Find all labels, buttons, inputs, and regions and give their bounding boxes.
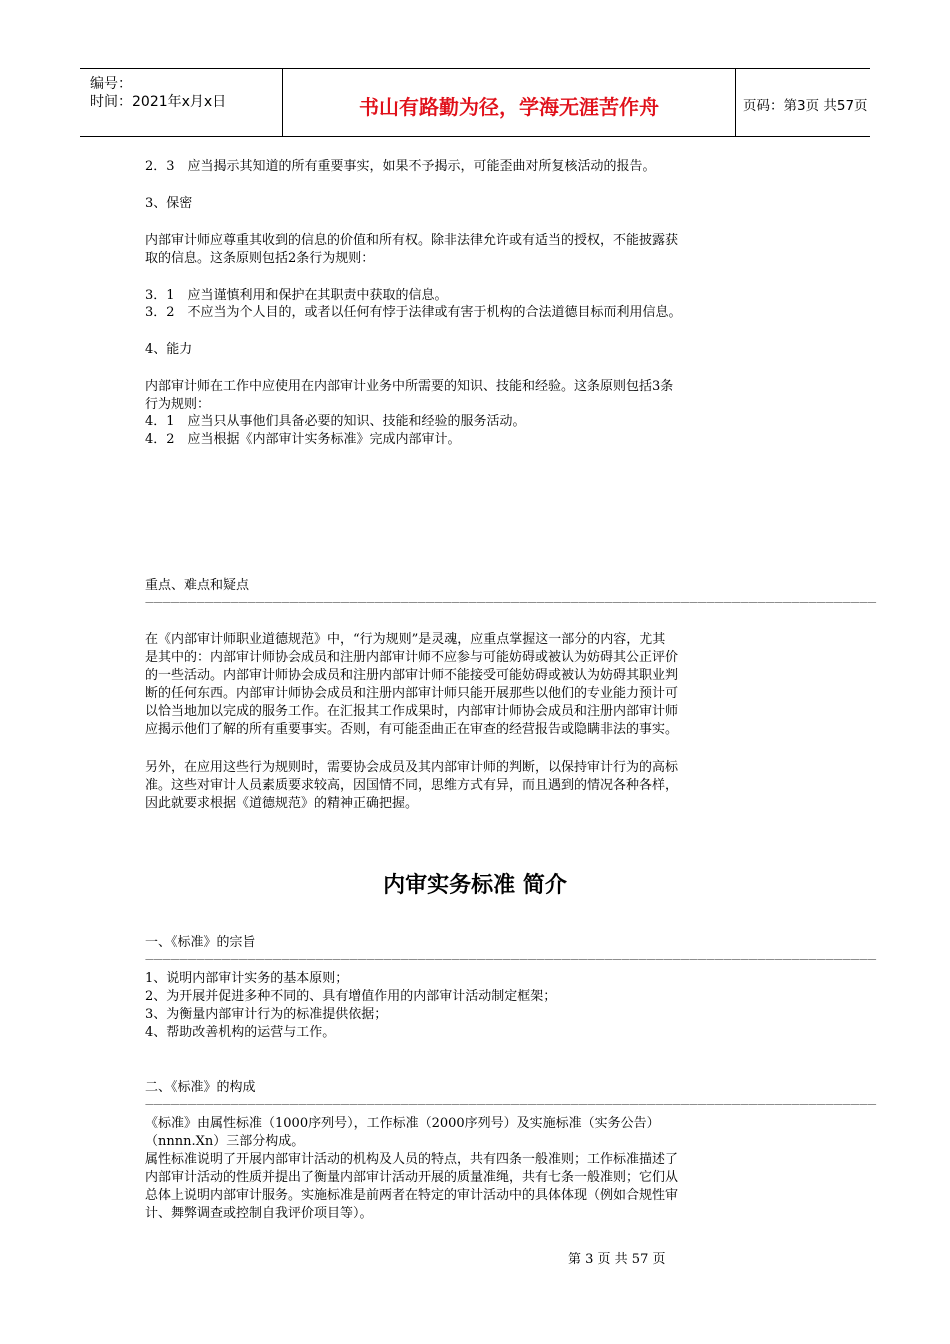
page-info-label: 页码：第3页 共57页 <box>743 98 868 114</box>
page-header <box>80 68 870 137</box>
structure-line-2: （nnnn.Xn）三部分构成。 <box>145 1134 305 1149</box>
document-date-label: 时间：2021年x月x日 <box>90 94 227 110</box>
header-page-cell <box>735 69 870 136</box>
rule-2-3: 2．3 应当揭示其知道的所有重要事实，如果不予揭示，可能歪曲对所复核活动的报告。 <box>145 159 656 174</box>
page-footer: 第 3 页 共 57 页 <box>568 1252 666 1267</box>
rule-4-2: 4．2 应当根据《内部审计实务标准》完成内部审计。 <box>145 432 461 447</box>
competence-para-line1: 内部审计师在工作中应使用在内部审计业务中所需要的知识、技能和经验。这条原则包括3条 <box>145 379 674 394</box>
purpose-divider: —————————————————————————————————————————————————————————————————————————————————————— <box>145 955 876 965</box>
key-points-para1-line4: 断的任何东西。内部审计师协会成员和注册内部审计师只能开展那些以他们的专业能力预计可 <box>145 686 679 701</box>
structure-line-5: 总体上说明内部审计服务。实施标准是前两者在特定的审计活动中的具体体现（例如合规性审 <box>145 1188 679 1203</box>
competence-para-line2: 行为规则： <box>145 397 211 412</box>
purpose-item-1: 1、说明内部审计实务的基本原则； <box>145 971 349 986</box>
rule-4-1: 4．1 应当只从事他们具备必要的知识、技能和经验的服务活动。 <box>145 414 526 429</box>
key-points-para1-line3: 的一些活动。内部审计师协会成员和注册内部审计师不能接受可能妨碍或被认为妨碍其职业判 <box>145 668 679 683</box>
purpose-heading: 一、《标准》的宗旨 <box>145 935 256 950</box>
purpose-item-2: 2、为开展并促进多种不同的、具有增值作用的内部审计活动制定框架； <box>145 989 557 1004</box>
structure-divider: —————————————————————————————————————————————————————————————————————————————————————— <box>145 1100 876 1110</box>
confidentiality-para-line1: 内部审计师应尊重其收到的信息的价值和所有权。除非法律允许或有适当的授权，不能披露获 <box>145 233 679 248</box>
document-number-label: 编号： <box>90 76 132 92</box>
motto-text: 书山有路勤为径，学海无涯苦作舟 <box>359 95 659 119</box>
key-points-para2-line1: 另外，在应用这些行为规则时，需要协会成员及其内部审计师的判断，以保持审计行为的高标 <box>145 760 679 775</box>
key-points-para1-line2: 是其中的：内部审计师协会成员和注册内部审计师不应参与可能妨碍或被认为妨碍其公正评价 <box>145 650 679 665</box>
key-points-para1-line1: 在《内部审计师职业道德规范》中，“行为规则”是灵魂，应重点掌握这一部分的内容，尤其 <box>145 632 666 647</box>
structure-line-3: 属性标准说明了开展内部审计活动的机构及人员的特点，共有四条一般准则；工作标准描述了 <box>145 1152 679 1167</box>
rule-3-1: 3．1 应当谨慎利用和保护在其职责中获取的信息。 <box>145 288 448 303</box>
key-points-para1-line5: 以恰当地加以完成的服务工作。在汇报其工作成果时，内部审计师协会成员和注册内部审计师 <box>145 704 679 719</box>
structure-line-1: 《标准》由属性标准（1000序列号），工作标准（2000序列号）及实施标准（实务公告） <box>145 1116 660 1131</box>
key-points-heading: 重点、难点和疑点 <box>145 578 250 593</box>
header-meta-cell <box>80 69 282 136</box>
key-points-divider: —————————————————————————————————————————————————————————————————————————————————————— <box>145 598 876 608</box>
header-motto-cell <box>282 69 736 136</box>
heading-confidentiality: 3、保密 <box>145 196 193 211</box>
heading-competence: 4、能力 <box>145 342 193 357</box>
key-points-para1-line6: 应揭示他们了解的所有重要事实。否则，有可能歪曲正在审查的经营报告或隐瞒非法的事实。 <box>145 722 679 737</box>
purpose-item-3: 3、为衡量内部审计行为的标准提供依据； <box>145 1007 388 1022</box>
key-points-para2-line3: 因此就要求根据《道德规范》的精神正确把握。 <box>145 796 419 811</box>
key-points-para2-line2: 准。这些对审计人员素质要求较高，因国情不同，思维方式有异，而且遇到的情况各种各样， <box>145 778 679 793</box>
section-title: 内审实务标准 简介 <box>383 873 567 898</box>
rule-3-2: 3．2 不应当为个人目的，或者以任何有悖于法律或有害于机构的合法道德目标而利用信息。 <box>145 305 682 320</box>
structure-heading: 二、《标准》的构成 <box>145 1080 256 1095</box>
structure-line-4: 内部审计活动的性质并提出了衡量内部审计活动开展的质量准绳，共有七条一般准则；它们从 <box>145 1170 679 1185</box>
confidentiality-para-line2: 取的信息。这条原则包括2条行为规则： <box>145 251 375 266</box>
purpose-item-4: 4、帮助改善机构的运营与工作。 <box>145 1025 336 1040</box>
structure-line-6: 计、舞弊调查或控制自我评价项目等）。 <box>145 1206 373 1221</box>
